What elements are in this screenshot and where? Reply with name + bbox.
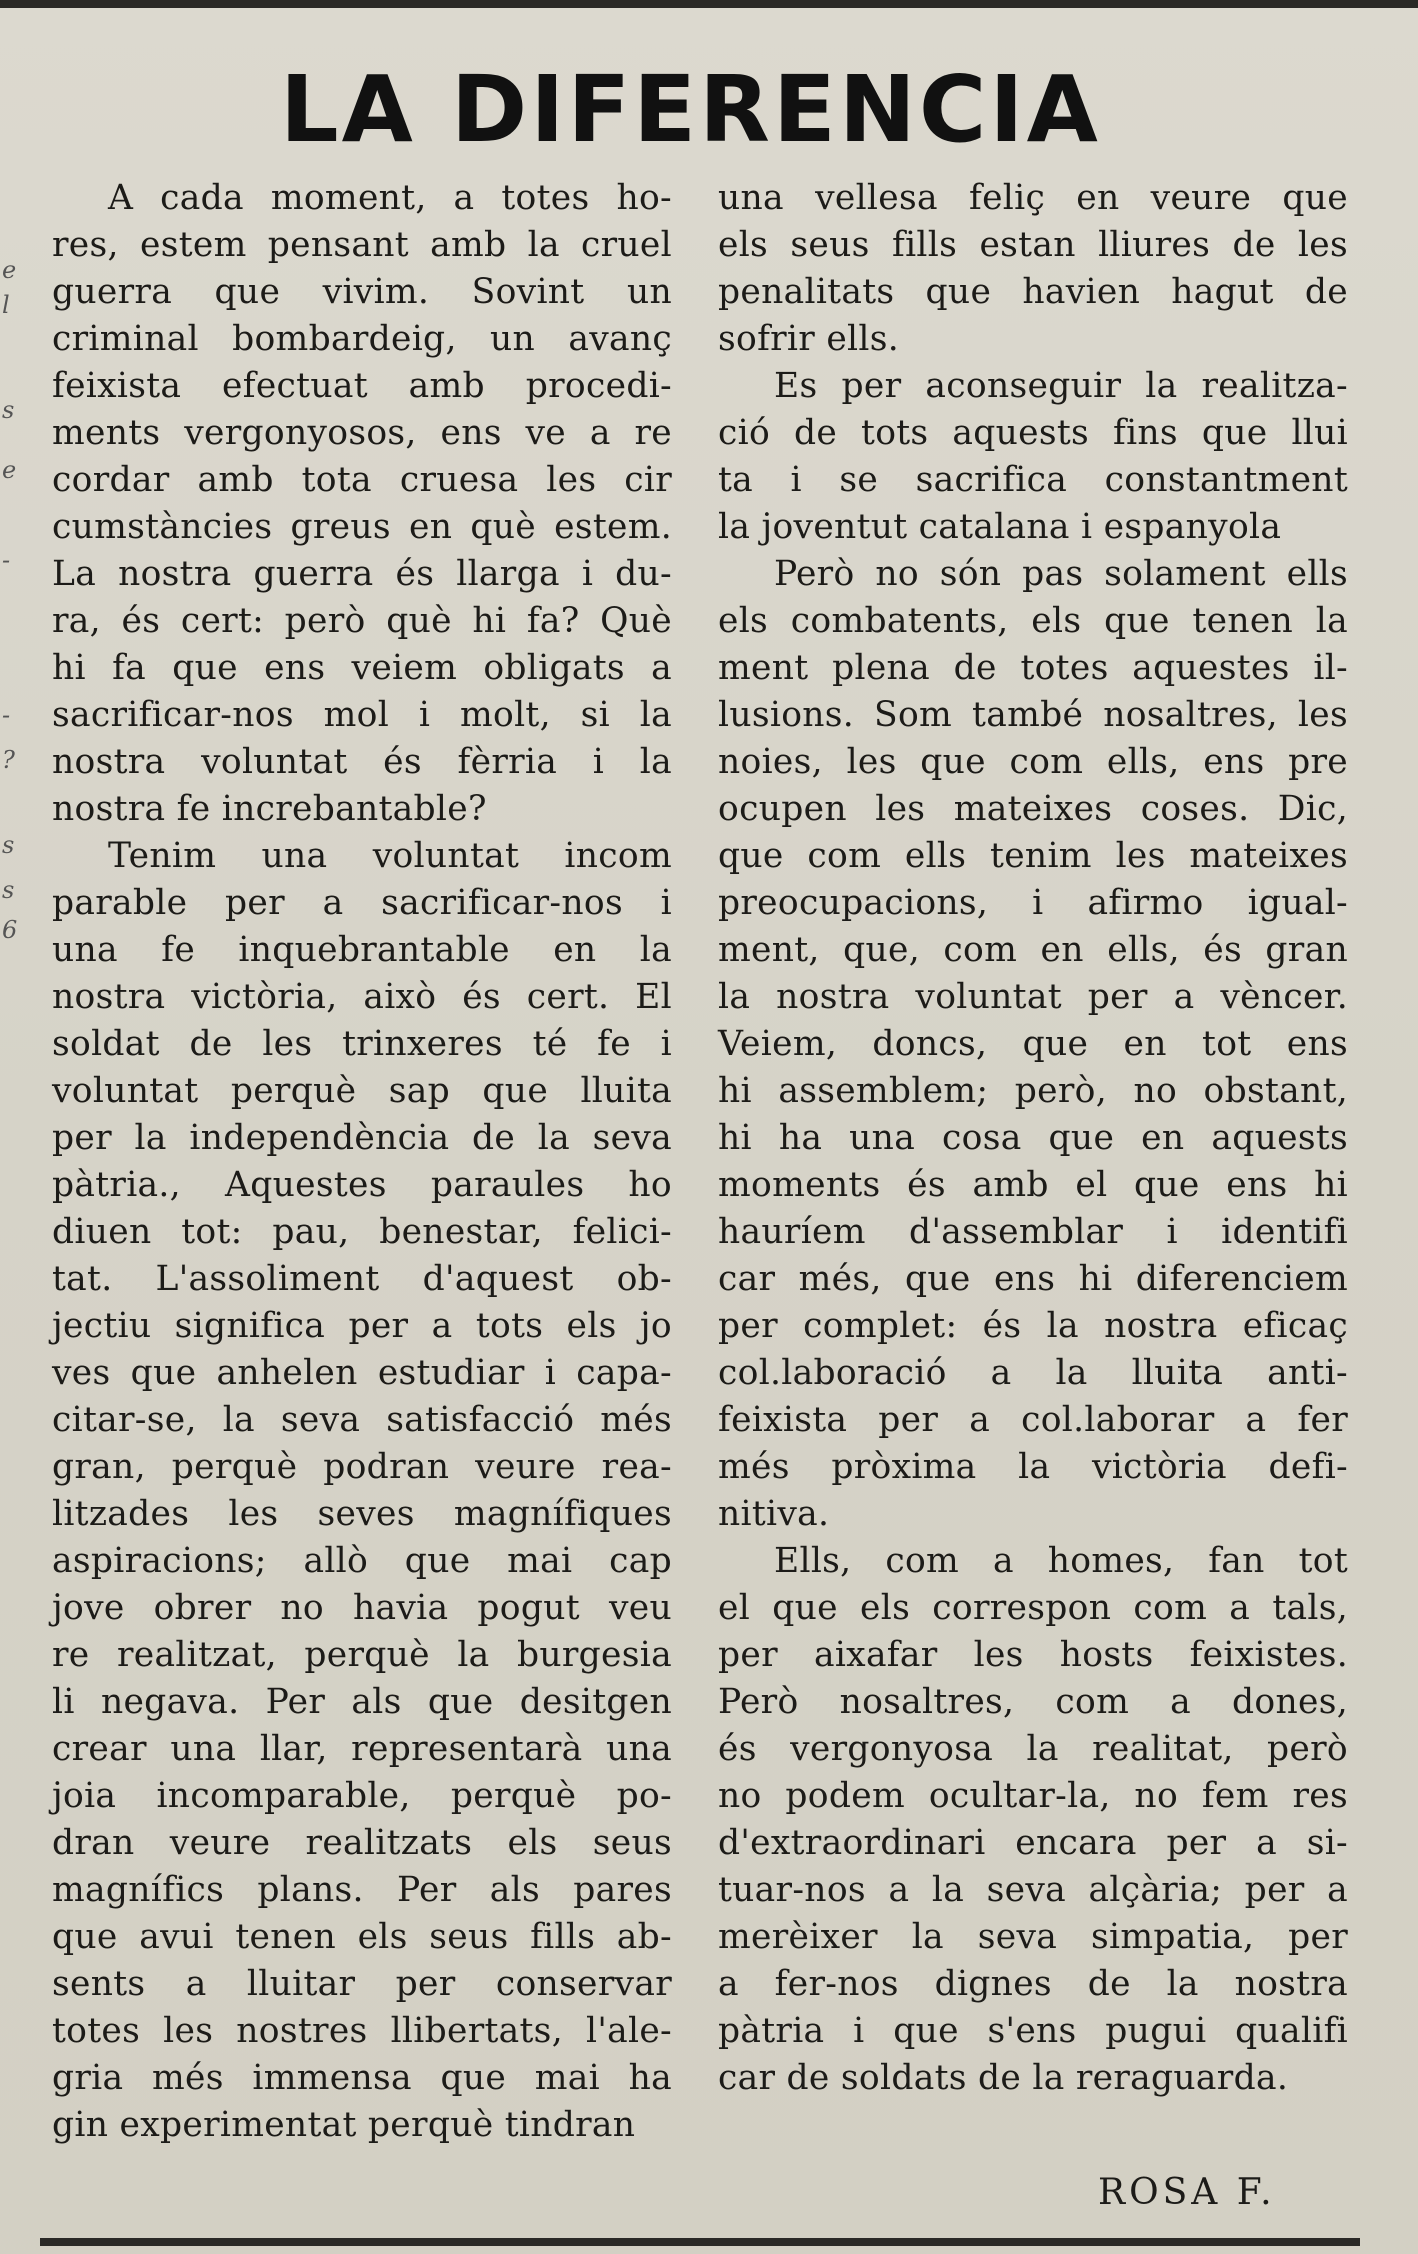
text-line: sacrificar-nos mol i molt, si la [52, 695, 672, 735]
bottom-rule [40, 2238, 1360, 2246]
text-line: res, estem pensant amb la cruel [52, 225, 672, 265]
article-column-left [52, 175, 672, 2149]
text-line: magnífics plans. Per als pares [52, 1870, 672, 1910]
text-line: pàtria., Aquestes paraules ho [52, 1165, 672, 1205]
text-line: merèixer la seva simpatia, per [718, 1917, 1348, 1957]
text-line: una fe inquebrantable en la [52, 930, 672, 970]
text-line: per complet: és la nostra eficaç [718, 1306, 1348, 1346]
text-line: parable per a sacrificar-nos i [52, 883, 672, 923]
article-title: LA DIFERENCIA [280, 56, 1101, 163]
text-line: feixista per a col.laborar a fer [718, 1400, 1348, 1440]
text-line: gran, perquè podran veure rea- [52, 1447, 672, 1487]
text-line: aspiracions; allò que mai cap [52, 1541, 672, 1581]
text-line: re realitzat, perquè la burgesia [52, 1635, 672, 1675]
text-line: nitiva. [718, 1494, 830, 1534]
text-line: dran veure realitzats els seus [52, 1823, 672, 1863]
text-line: els combatents, els que tenen la [718, 601, 1348, 641]
text-line: el que els correspon com a tals, [718, 1588, 1348, 1628]
text-line: cordar amb tota cruesa les cir [52, 460, 672, 500]
text-line: Tenim una voluntat incom [108, 836, 672, 876]
text-line: voluntat perquè sap que lluita [52, 1071, 672, 1111]
text-line: més pròxima la victòria defi- [718, 1447, 1348, 1487]
text-line: Veiem, doncs, que en tot ens [718, 1024, 1348, 1064]
text-line: sofrir ells. [718, 319, 899, 359]
text-line: guerra que vivim. Sovint un [52, 272, 672, 312]
text-line: totes les nostres llibertats, l'ale- [52, 2011, 672, 2051]
text-line: A cada moment, a totes ho- [108, 178, 672, 218]
text-line: hi ha una cosa que en aquests [718, 1118, 1348, 1158]
margin-fragments: e l s e - - ? s s 6 [2, 256, 18, 944]
text-line: nostra victòria, això és cert. El [52, 977, 672, 1017]
text-line: ra, és cert: però què hi fa? Què [52, 601, 672, 641]
text-line: crear una llar, representarà una [52, 1729, 672, 1769]
text-line: cumstàncies greus en què estem. [52, 507, 672, 547]
text-line: Es per aconseguir la realitza- [774, 366, 1348, 406]
text-line: tat. L'assoliment d'aquest ob- [52, 1259, 672, 1299]
text-line: jove obrer no havia pogut veu [52, 1588, 672, 1628]
text-line: per la independència de la seva [52, 1118, 672, 1158]
text-line: hi fa que ens veiem obligats a [52, 648, 672, 688]
text-line: ments vergonyosos, ens ve a re [52, 413, 672, 453]
text-line: citar-se, la seva satisfacció més [52, 1400, 672, 1440]
text-line: criminal bombardeig, un avanç [52, 319, 672, 359]
text-line: col.laboració a la lluita anti- [718, 1353, 1348, 1393]
text-line: ment plena de totes aquestes il- [718, 648, 1348, 688]
text-line: preocupacions, i afirmo igual- [718, 883, 1348, 923]
text-line: d'extraordinari encara per a si- [718, 1823, 1348, 1863]
text-line: hi assemblem; però, no obstant, [718, 1071, 1348, 1111]
text-line: lusions. Som també nosaltres, les [718, 695, 1348, 735]
text-line: pàtria i que s'ens pugui qualifi [718, 2011, 1348, 2051]
text-line: Però nosaltres, com a dones, [718, 1682, 1348, 1722]
article-column-right [718, 175, 1348, 2102]
text-line: que avui tenen els seus fills ab- [52, 1917, 672, 1957]
text-line: diuen tot: pau, benestar, felici- [52, 1212, 672, 1252]
text-line: moments és amb el que ens hi [718, 1165, 1348, 1205]
text-line: car de soldats de la reraguarda. [718, 2058, 1289, 2098]
text-line: ment, que, com en ells, és gran [718, 930, 1348, 970]
text-line: hauríem d'assemblar i identifi [718, 1212, 1348, 1252]
text-line: a fer-nos dignes de la nostra [718, 1964, 1348, 2004]
text-line: gria més immensa que mai ha [52, 2058, 672, 2098]
text-line: jectiu significa per a tots els jo [52, 1306, 672, 1346]
text-line: la joventut catalana i espanyola [718, 507, 1282, 547]
text-line: que com ells tenim les mateixes [718, 836, 1348, 876]
text-line: ocupen les mateixes coses. Dic, [718, 789, 1348, 829]
text-line: noies, les que com ells, ens pre [718, 742, 1348, 782]
text-line: soldat de les trinxeres té fe i [52, 1024, 672, 1064]
text-line: no podem ocultar-la, no fem res [718, 1776, 1348, 1816]
text-line: tuar-nos a la seva alçària; per a [718, 1870, 1348, 1910]
text-line: joia incomparable, perquè po- [52, 1776, 672, 1816]
text-line: la nostra voluntat per a vèncer. [718, 977, 1348, 1017]
text-line: els seus fills estan lliures de les [718, 225, 1348, 265]
text-line: feixista efectuat amb procedi- [52, 366, 672, 406]
text-line: penalitats que havien hagut de [718, 272, 1348, 312]
text-line: La nostra guerra és llarga i du- [52, 554, 672, 594]
text-line: car més, que ens hi diferenciem [718, 1259, 1348, 1299]
text-line: sents a lluitar per conservar [52, 1964, 672, 2004]
text-line: li negava. Per als que desitgen [52, 1682, 672, 1722]
text-line: és vergonyosa la realitat, però [718, 1729, 1348, 1769]
author-signature: ROSA F. [1098, 2172, 1276, 2213]
text-line: per aixafar les hosts feixistes. [718, 1635, 1348, 1675]
text-line: ta i se sacrifica constantment [718, 460, 1348, 500]
text-line: ció de tots aquests fins que llui [718, 413, 1348, 453]
text-line: una vellesa feliç en veure que [718, 178, 1348, 218]
text-line: gin experimentat perquè tindran [52, 2105, 636, 2145]
text-line: Ells, com a homes, fan tot [774, 1541, 1348, 1581]
top-rule [0, 0, 1418, 8]
text-line: nostra voluntat és fèrria i la [52, 742, 672, 782]
text-line: nostra fe increbantable? [52, 789, 487, 829]
text-line: Però no són pas solament ells [774, 554, 1348, 594]
text-line: ves que anhelen estudiar i capa- [52, 1353, 672, 1393]
text-line: litzades les seves magnífiques [52, 1494, 672, 1534]
